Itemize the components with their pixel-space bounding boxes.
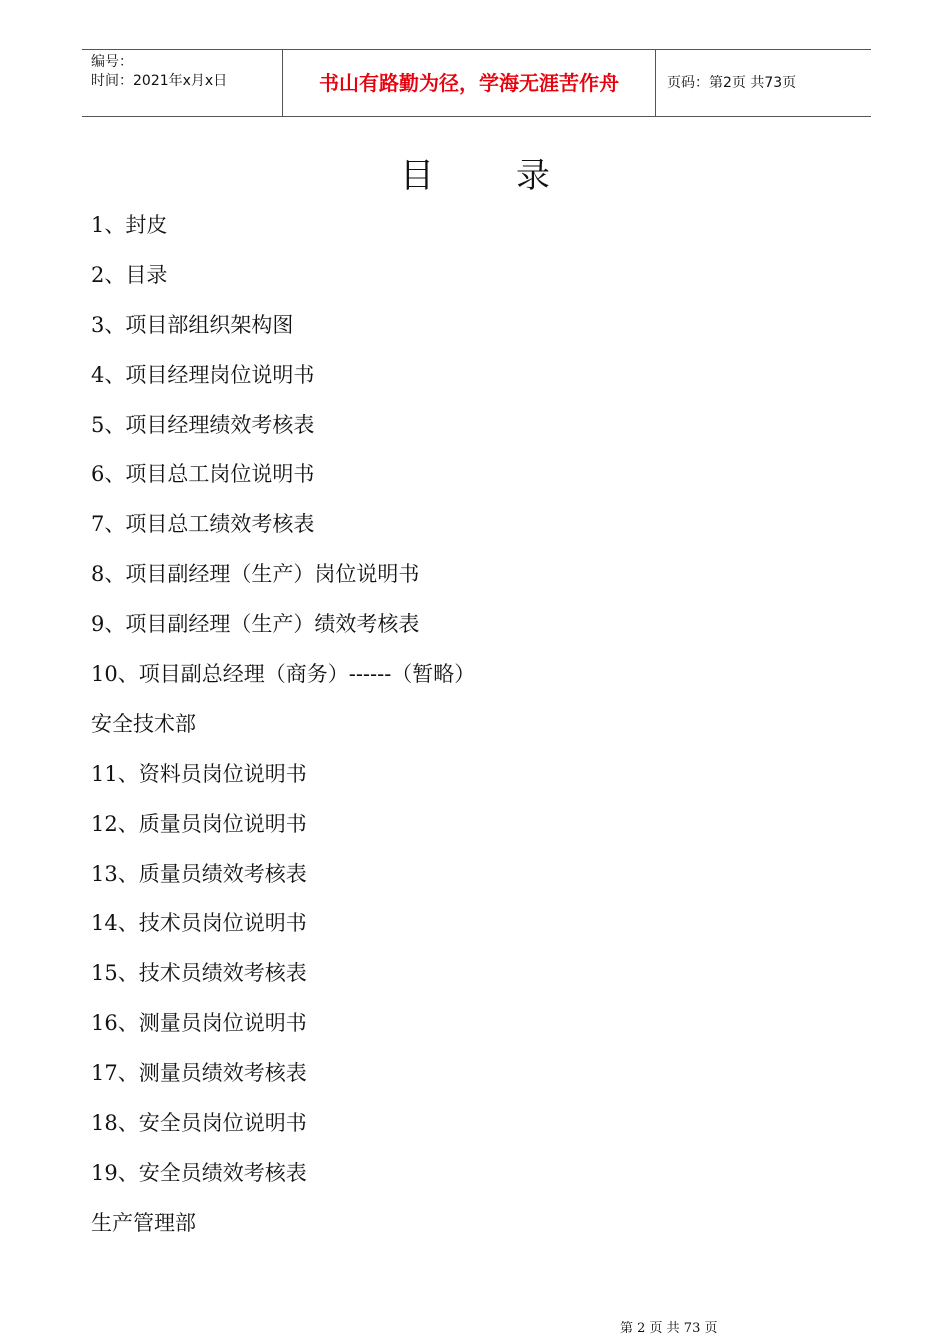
header-meta bbox=[91, 53, 227, 91]
toc-item: 2、目录 bbox=[91, 262, 168, 287]
toc-item: 6、项目总工岗位说明书 bbox=[91, 462, 315, 487]
header-time-label: 时间：2021年x月x日 bbox=[91, 73, 228, 89]
toc-item: 17、测量员绩效考核表 bbox=[91, 1061, 307, 1086]
toc-item: 4、项目经理岗位说明书 bbox=[91, 362, 315, 387]
toc-item: 3、项目部组织架构图 bbox=[91, 312, 294, 337]
toc-item: 19、安全员绩效考核表 bbox=[91, 1160, 307, 1185]
toc-section-heading: 安全技术部 bbox=[91, 711, 196, 736]
toc-item: 12、质量员岗位说明书 bbox=[91, 811, 307, 836]
table-of-contents bbox=[91, 207, 475, 1255]
toc-item: 7、项目总工绩效考核表 bbox=[91, 512, 315, 537]
toc-item: 9、项目副经理（生产）绩效考核表 bbox=[91, 612, 420, 637]
toc-item: 5、项目经理绩效考核表 bbox=[91, 412, 315, 437]
header-divider-right bbox=[655, 50, 656, 117]
toc-item: 14、技术员岗位说明书 bbox=[91, 911, 307, 936]
header-number-label: 编号： bbox=[91, 54, 133, 70]
toc-item: 8、项目副经理（生产）岗位说明书 bbox=[91, 562, 420, 587]
page-footer: 第 2 页 共 73 页 bbox=[620, 1321, 718, 1336]
toc-item: 13、质量员绩效考核表 bbox=[91, 861, 307, 886]
toc-section-heading: 生产管理部 bbox=[91, 1210, 196, 1235]
toc-item: 15、技术员绩效考核表 bbox=[91, 961, 307, 986]
toc-item: 18、安全员岗位说明书 bbox=[91, 1111, 307, 1136]
page-title: 目录 bbox=[400, 156, 632, 196]
header-motto: 书山有路勤为径，学海无涯苦作舟 bbox=[319, 71, 619, 95]
toc-item: 1、封皮 bbox=[91, 213, 168, 237]
toc-item: 16、测量员岗位说明书 bbox=[91, 1011, 307, 1036]
toc-item: 10、项目副总经理（商务）------（暂略） bbox=[91, 662, 476, 687]
page-header bbox=[82, 49, 871, 117]
header-page-info: 页码：第2页 共73页 bbox=[667, 75, 797, 91]
toc-item: 11、资料员岗位说明书 bbox=[91, 761, 307, 786]
